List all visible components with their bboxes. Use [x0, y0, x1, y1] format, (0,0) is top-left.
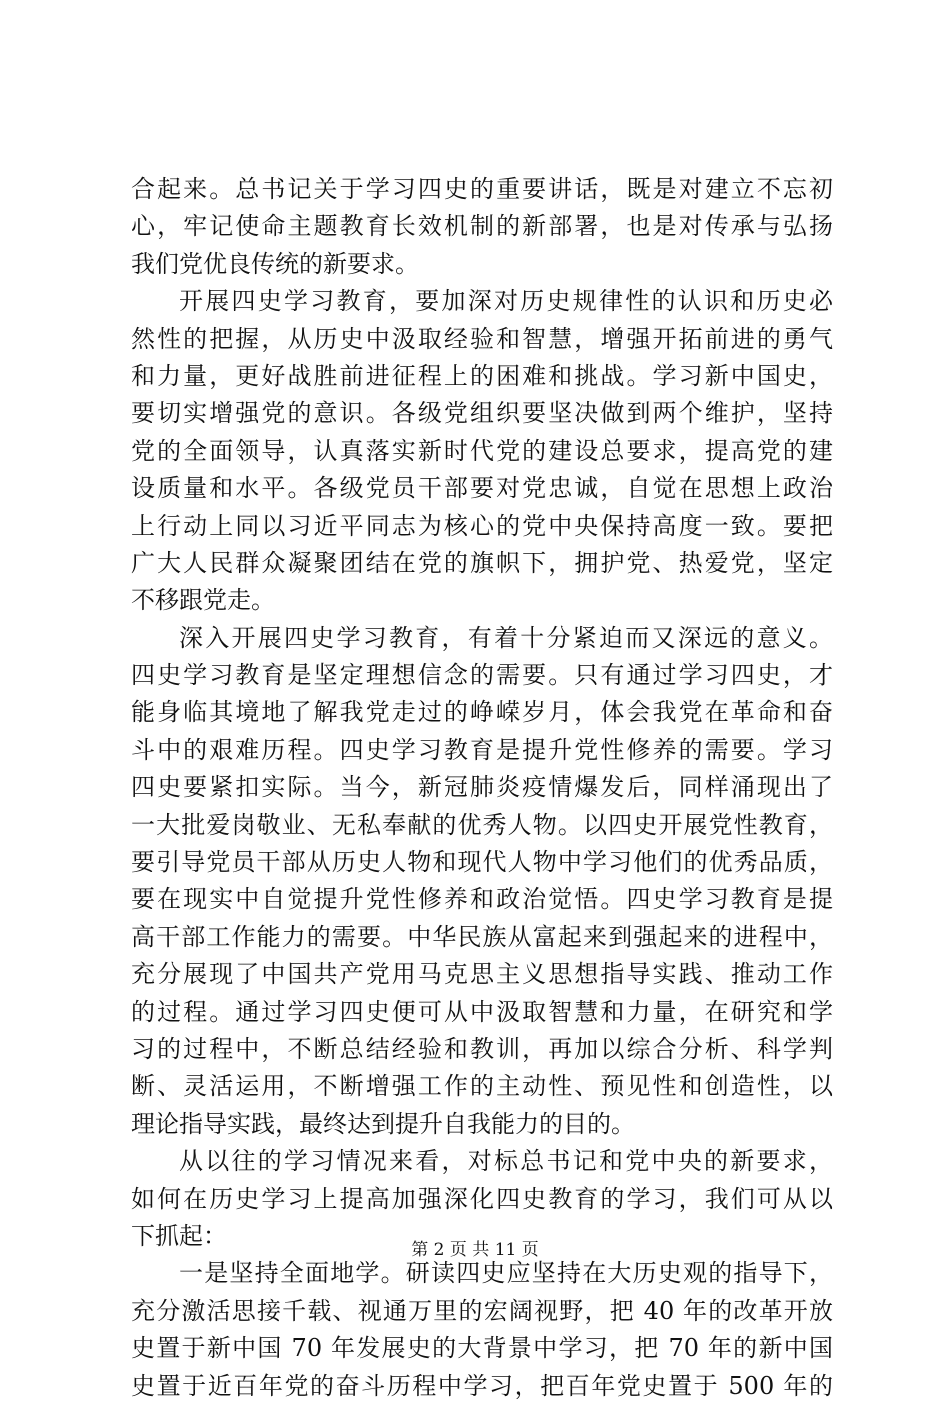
- text-line: 能身临其境地了解我党走过的峥嵘岁月，体会我党在革命和奋: [131, 698, 833, 727]
- text-line: 四史要紧扣实际。当今，新冠肺炎疫情爆发后，同样涌现出了: [131, 773, 833, 802]
- text-line: 不移跟党走。: [131, 586, 275, 615]
- text-line: 斗中的艰难历程。四史学习教育是提升党性修养的需要。学习: [131, 735, 833, 764]
- text-line: 和力量，更好战胜前进征程上的困难和挑战。学习新中国史，: [131, 361, 833, 390]
- text-line: 充分展现了中国共产党用马克思主义思想指导实践、推动工作: [131, 960, 833, 989]
- text-line: 史置于新中国 70 年发展史的大背景中学习，把 70 年的新中国: [131, 1334, 833, 1363]
- text-line: 的过程。通过学习四史便可从中汲取智慧和力量，在研究和学: [131, 997, 833, 1026]
- text-line: 四史学习教育是坚定理想信念的需要。只有通过学习四史，才: [131, 661, 833, 690]
- text-line: 要引导党员干部从历史人物和现代人物中学习他们的优秀品质，: [131, 848, 833, 877]
- text-line: 上行动上同以习近平同志为核心的党中央保持高度一致。要把: [131, 511, 833, 540]
- text-line: 从以往的学习情况来看，对标总书记和党中央的新要求，: [179, 1147, 833, 1176]
- text-line: 深入开展四史学习教育，有着十分紧迫而又深远的意义。: [179, 623, 833, 652]
- text-line: 史置于近百年党的奋斗历程中学习，把百年党史置于 500 年的: [131, 1371, 833, 1400]
- text-line: 习的过程中，不断总结经验和教训，再加以综合分析、科学判: [131, 1034, 833, 1063]
- text-line: 一大批爱岗敬业、无私奉献的优秀人物。以四史开展党性教育，: [131, 810, 833, 839]
- text-line: 要在现实中自觉提升党性修养和政治觉悟。四史学习教育是提: [131, 885, 833, 914]
- text-line: 然性的把握，从历史中汲取经验和智慧，增强开拓前进的勇气: [131, 324, 833, 353]
- text-line: 高干部工作能力的需要。中华民族从富起来到强起来的进程中，: [131, 922, 833, 951]
- text-line: 断、灵活运用，不断增强工作的主动性、预见性和创造性，以: [131, 1072, 833, 1101]
- text-line: 充分激活思接千载、视通万里的宏阔视野，把 40 年的改革开放: [131, 1296, 833, 1325]
- text-line: 党的全面领导，认真落实新时代党的建设总要求，提高党的建: [131, 436, 833, 465]
- text-line: 理论指导实践，最终达到提升自我能力的目的。: [131, 1109, 635, 1138]
- document-body: [131, 171, 833, 1405]
- text-line: 广大人民群众凝聚团结在党的旗帜下，拥护党、热爱党，坚定: [131, 548, 833, 577]
- page-footer: 第 2 页 共 11 页: [411, 1240, 539, 1260]
- text-line: 如何在历史学习上提高加强深化四史教育的学习，我们可从以: [131, 1184, 833, 1213]
- text-line: 心，牢记使命主题教育长效机制的新部署，也是对传承与弘扬: [131, 212, 833, 241]
- text-line: 下抓起：: [131, 1221, 227, 1250]
- text-line: 开展四史学习教育，要加深对历史规律性的认识和历史必: [179, 287, 833, 316]
- text-line: 一是坚持全面地学。研读四史应坚持在大历史观的指导下，: [179, 1259, 833, 1288]
- text-line: 设质量和水平。各级党员干部要对党忠诚，自觉在思想上政治: [131, 474, 833, 503]
- text-line: 合起来。总书记关于学习四史的重要讲话，既是对建立不忘初: [131, 175, 833, 203]
- text-line: 我们党优良传统的新要求。: [131, 249, 419, 278]
- text-line: 要切实增强党的意识。各级党组织要坚决做到两个维护，坚持: [131, 399, 833, 428]
